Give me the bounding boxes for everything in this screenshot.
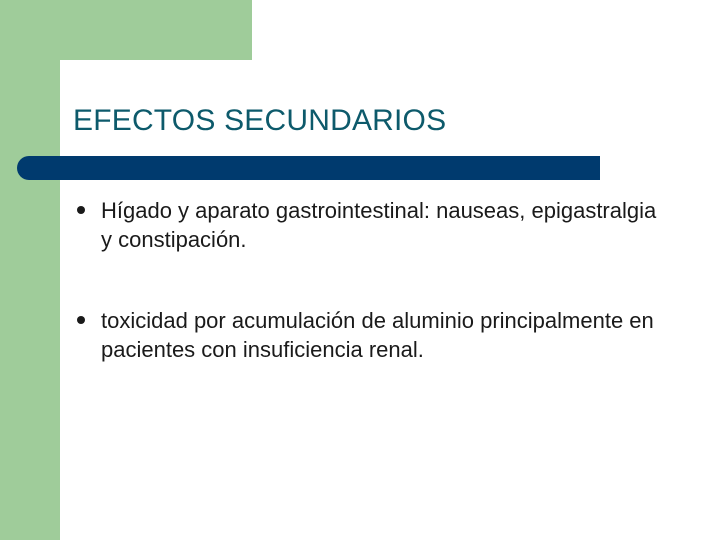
bullet-dot-icon: [77, 206, 85, 214]
bullet-text: Hígado y aparato gastrointestinal: nauseas, epigastralgia y constipación.: [101, 198, 657, 252]
bullet-dot-icon: [77, 316, 85, 324]
slide-title: EFECTOS SECUNDARIOS: [73, 104, 447, 137]
left-green-band: [0, 0, 60, 540]
bullet-text: toxicidad por acumulación de aluminio principalmente en pacientes con insuficiencia renal.: [101, 308, 654, 362]
bullet-item: [72, 196, 672, 254]
title-underline-bar: [17, 156, 600, 180]
bullet-item: [72, 306, 672, 364]
top-green-band: [0, 0, 252, 60]
bullet-list: [72, 196, 672, 364]
